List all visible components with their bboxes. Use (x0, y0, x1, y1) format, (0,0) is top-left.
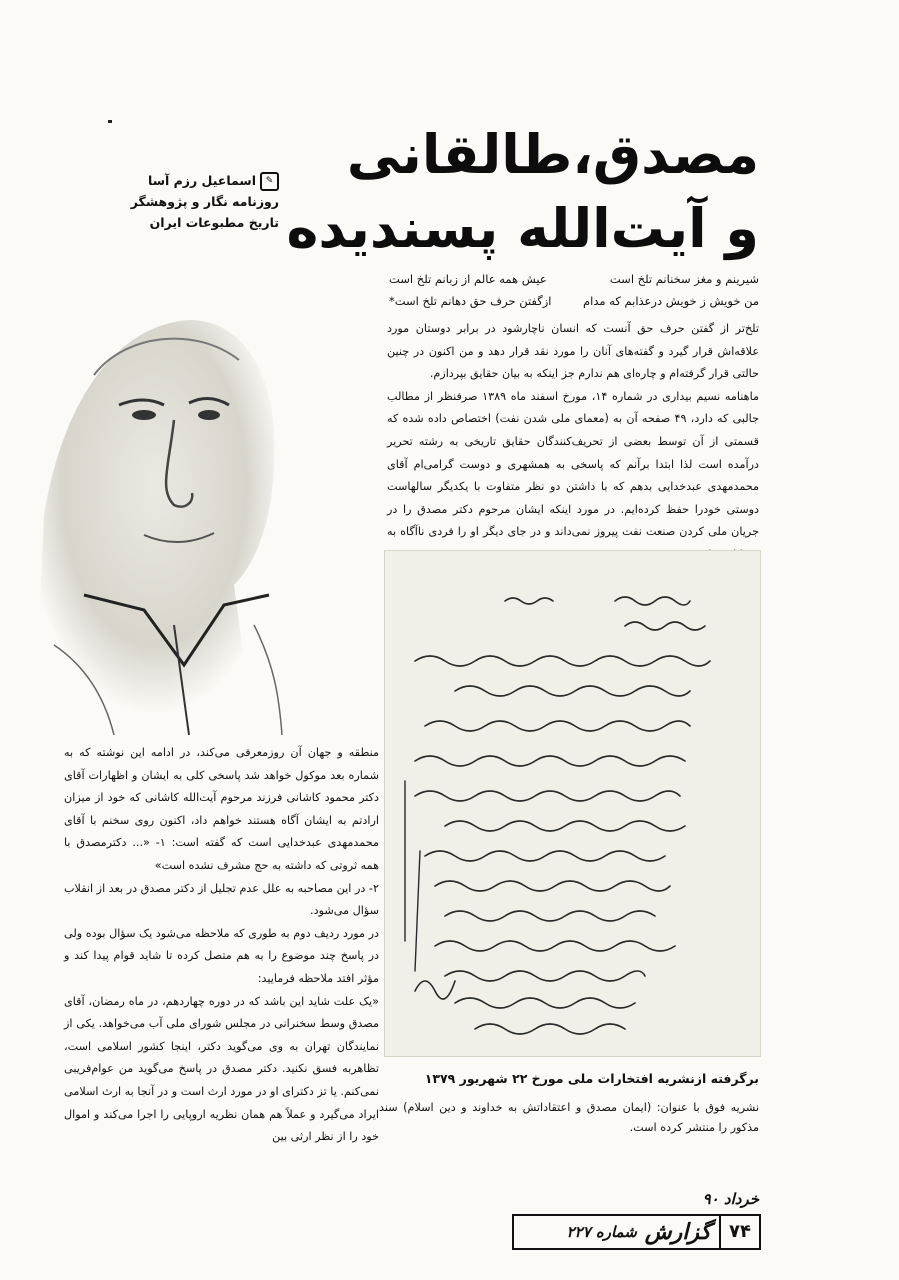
pen-logo-icon: ✎ (260, 172, 279, 191)
author-name: اسماعیل رزم آسا (148, 173, 256, 188)
magazine-logo: گزارش (644, 1219, 712, 1245)
poem-line-1a: شیرینم و مغز سخنانم تلخ است (609, 272, 759, 286)
poem-line-2b: ازگفتن حرف حق دهانم تلخ است* (389, 294, 552, 308)
issue-number: شماره ۲۲۷ (566, 1223, 637, 1241)
body-paragraph: ۲- در این مصاحبه به علل عدم تجلیل از دکتر مصدق در بعد از انقلاب سؤال می‌شود. (64, 881, 379, 918)
body-paragraph: ماهنامه نسیم بیداری در شماره ۱۴، مورخ اسفند ماه ۱۳۸۹ صرفنظر از مطالب جالبی که دارد، ۴۹ صفحه آن به (معمای ملی شدن نفت) اختصاص داده شده که قسمتی از آن توسط بعضی از تحریف‌کنندگان حقایق تاریخی به رشته تحریر درآمده است لذا ابتدا برآنم که پاسخی به همشهری و دوست گرامی‌ام آقای محمدمهدی عبدخدایی بدهم که با داشتن دو نظر متفاوت با یکدیگر سالهاست دوستی خودرا حفظ کرده‌ایم. در مورد اینکه ایشان مرحوم دکتر مصدق را در جریان ملی کردن صنعت نفت پیروز نمی‌داند و در جای دیگر او را فردی ناآگاه به (387, 389, 759, 539)
title-line-1: مصدق،طالقانی (346, 123, 759, 186)
poem-line-2a: من خویش ز خویش درعذابم که مدام (583, 294, 759, 308)
author-role-1: روزنامه نگار و پژوهشگر (130, 194, 279, 209)
page-number: ۷۴ (719, 1216, 759, 1248)
poem-line-1b: عیش همه عالم از زبانم تلخ است (389, 272, 547, 286)
print-mark (108, 120, 112, 123)
author-block (79, 170, 279, 233)
issue-month: خرداد ۹۰ (702, 1190, 759, 1208)
opening-poem (389, 268, 759, 312)
body-paragraph: تلخ‌تر از گفتن حرف حق آنست که انسان ناچارشود در برابر دوستان مورد علاقه‌اش قرار گیرد و گفته‌های آنان را مورد نقد قرار دهد و من اکنون در چنین حالتی قرار گرفته‌ام و چاره‌ای هم ندارم جز اینکه به بیان حقایق بپردازم. (387, 322, 759, 381)
title-line-2: و آیت‌الله پسندیده (286, 197, 759, 260)
handwriting-scan (385, 551, 760, 1056)
handwritten-document-image (384, 550, 761, 1057)
body-column-right (387, 318, 759, 567)
mosaddegh-portrait-image (24, 265, 294, 735)
article-title (259, 118, 759, 266)
body-paragraph: منطقه و جهان آن روزمعرفی می‌کند، در ادامه این نوشته که به شماره بعد موکول خواهد شد پاسخی کلی به ایشان و اظهارات آقای دکتر محمود کاشانی فرزند مرحوم آیت‌الله کاشانی که خود از میزان ارادتم به ایشان آگاه هستند خواهم داد، اکنون روی سخنم با آقای محمدمهدی عبدخدایی است که گفته است: ۱- «... دکترمصدق با همه ثروتی که داشته به حج مشرف نشده است» (64, 746, 379, 872)
body-column-left (64, 742, 379, 1149)
author-role-2: تاریخ مطبوعات ایران (149, 215, 279, 230)
caption-note: نشریه فوق با عنوان: (ایمان مصدق و اعتقاداتش به خداوند و دین اسلام) سند مذکور را منتشر کرده است. (379, 1101, 759, 1134)
image-caption: برگرفته ازنشریه افتخارات ملی مورخ ۲۲ شهریور ۱۳۷۹ (424, 1071, 759, 1086)
page-footer (512, 1214, 761, 1250)
body-paragraph: در مورد ردیف دوم به طوری که ملاحظه می‌شود یک سؤال بوده ولی در پاسخ چند موضوع را به هم متصل کرده تا شاید قوام پیدا کند و مؤثر افتد ملاحظه فرمایید: (64, 926, 379, 985)
body-paragraph: «یک علت شاید این باشد که در دوره چهاردهم، در ماه رمضان، آقای مصدق وسط سخنرانی در مجلس شورای ملی آب می‌خواهد. یکی از نمایندگان تهران به وی می‌گوید دکتر، اینجا کشور اسلامی است، تظاهربه فسق نکنید. دکتر مصدق در پاسخ می‌گوید من عوام‌فریبی نمی‌کنم. یا تز دکترای او در مورد ارث است و در آنجا به ارث اسلامی ایراد می‌گیرد و عملاً هم همان نظریه اروپایی را اجرا می‌کند و اموال خود را از نظر ارثی بین (64, 994, 379, 1144)
